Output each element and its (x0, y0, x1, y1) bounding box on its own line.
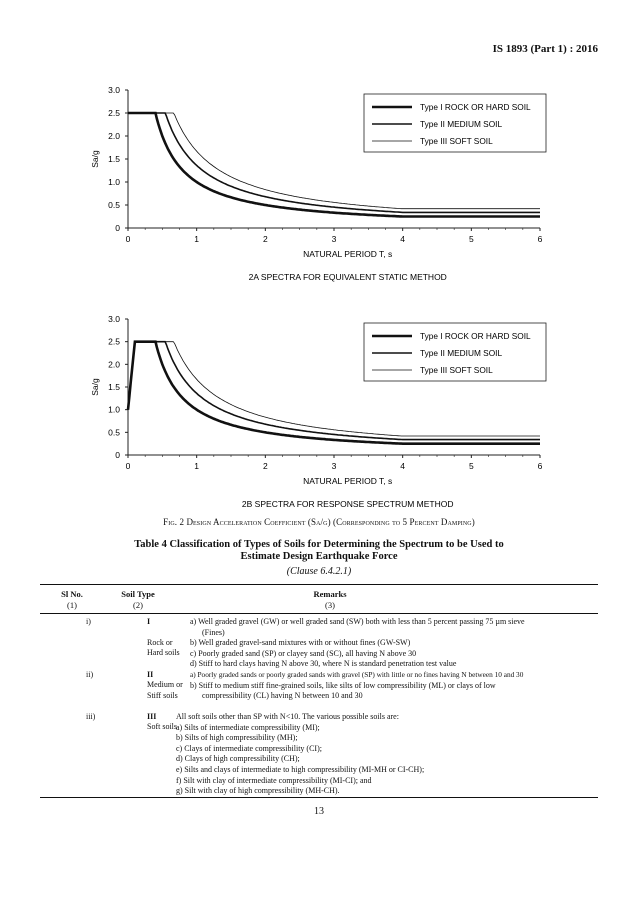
y-tick-label: 2.5 (108, 336, 120, 347)
sl-no-num: (1) (67, 600, 77, 610)
row3-remark-a: a) Silts of intermediate compressibility (MI); (176, 722, 320, 732)
x-tick-label: 4 (400, 461, 406, 471)
x-tick-label: 1 (194, 461, 200, 471)
x-tick-label: 3 (331, 461, 337, 471)
legend-label-1: Type I ROCK OR HARD SOIL (420, 102, 531, 112)
y-tick-label: 0.5 (108, 200, 120, 210)
standard-header: IS 1893 (Part 1) : 2016 (492, 43, 598, 55)
x-tick-label: 4 (400, 234, 406, 244)
row2-remark-b-cont: compressibility (CL) having N between 10 and 30 (202, 691, 363, 701)
table-title-line1: Table 4 Classification of Types of Soils for Determining the Spectrum to be Used to (134, 539, 504, 550)
row1-type: I (147, 617, 151, 626)
row1-remark-d: d) Stiff to hard clays having N above 30, where N is standard penetration test value (190, 659, 457, 669)
y-tick-label: 1.0 (108, 404, 120, 415)
y-tick-label: 1.0 (108, 177, 120, 187)
soil-type-label: Soil Type (121, 589, 155, 599)
row3-remark-e: e) Silts and clays of intermediate to high compressibility (MI-MH or CI-CH); (176, 764, 425, 774)
row2-sl-no: ii) (86, 670, 94, 679)
remarks-num: (3) (325, 600, 335, 610)
col-header-soil-type (108, 589, 168, 611)
legend-label-2: Type II MEDIUM SOIL (420, 348, 503, 358)
x-tick-label: 1 (194, 234, 200, 244)
y-tick-label: 0 (115, 223, 120, 233)
row1-type-line3: Hard soils (147, 648, 180, 657)
chart-title: 2B SPECTRA FOR RESPONSE SPECTRUM METHOD (241, 499, 454, 509)
row1-remark-c: c) Poorly graded sand (SP) or clayey sand (SC), all having N above 30 (190, 648, 417, 658)
row3-remark-c: c) Clays of intermediate compressibility (CI); (176, 743, 322, 753)
row2-type-line2: Medium or (147, 680, 183, 689)
row2-remark-b: b) Stiff to medium stiff fine-grained soils, like silts of low compressibility (ML) or clays of low (190, 680, 496, 690)
legend-label-1: Type I ROCK OR HARD SOIL (420, 331, 531, 341)
legend-label-2: Type II MEDIUM SOIL (420, 119, 503, 129)
row2-remark-a: a) Poorly graded sands or poorly graded sands with gravel (SP) with little or no fines having N between 10 and 30 (190, 670, 524, 679)
chart-2b (0, 300, 638, 515)
x-axis-label: NATURAL PERIOD T, s (303, 476, 393, 486)
row3-remark-b: b) Silts of high compressibility (MH); (176, 733, 298, 743)
row3-remark-g: g) Silt with clay of high compressibility (MH-CH). (176, 786, 340, 796)
table-clause: (Clause 6.4.2.1) (286, 566, 352, 577)
x-tick-label: 0 (125, 234, 131, 244)
row1-sl-no: i) (86, 617, 91, 626)
legend-label-3: Type III SOFT SOIL (420, 365, 493, 375)
x-tick-label: 6 (537, 234, 543, 244)
page-number: 13 (314, 806, 324, 817)
row3-remark-f: f) Silt with clay of intermediate compressibility (MI-CI); and (176, 775, 372, 785)
table-title-line2: Estimate Design Earthquake Force (240, 551, 398, 562)
x-tick-label: 3 (331, 234, 337, 244)
row2-type-line3: Stiff soils (147, 691, 178, 700)
y-tick-label: 1.5 (108, 154, 120, 164)
remarks-label: Remarks (313, 589, 347, 599)
chart-2a (0, 0, 638, 290)
row3-sl-no: iii) (86, 712, 96, 721)
y-tick-label: 3.0 (108, 314, 120, 324)
col-header-sl-no (44, 589, 100, 611)
y-tick-label: 0 (115, 450, 120, 460)
row3-type: III (147, 712, 157, 721)
y-axis-label: Sa/g (90, 378, 100, 396)
y-tick-label: 2.5 (108, 108, 120, 118)
x-tick-label: 5 (468, 461, 474, 471)
row1-type-line2: Rock or (147, 638, 173, 647)
y-tick-label: 2.0 (108, 359, 120, 370)
table-top-rule (40, 584, 598, 585)
y-tick-label: 3.0 (108, 85, 120, 95)
row3-intro: All soft soils other than SP with N<10. The various possible soils are: (176, 712, 399, 721)
chart-title: 2A SPECTRA FOR EQUIVALENT STATIC METHOD (248, 272, 447, 282)
row1-remark-a: a) Well graded gravel (GW) or well graded sand (SW) both with less than 5 percent passing 75 µm sieve (190, 617, 525, 626)
row2-type: II (147, 670, 154, 679)
figure-caption: Fig. 2 Design Acceleration Coefficient (Sa/g) (Corresponding to 5 Percent Damping) (163, 517, 475, 527)
soil-type-num: (2) (133, 600, 143, 610)
row3-remarks (176, 712, 596, 797)
x-tick-label: 5 (468, 234, 474, 244)
x-tick-label: 6 (537, 461, 543, 471)
y-tick-label: 0.5 (108, 427, 120, 438)
row1-remark-b: b) Well graded gravel-sand mixtures with or without fines (GW-SW) (190, 638, 411, 648)
col-header-remarks (180, 589, 480, 611)
row3-remark-d: d) Clays of high compressibility (CH); (176, 754, 300, 764)
y-axis-label: Sa/g (90, 150, 100, 168)
x-tick-label: 2 (262, 234, 268, 244)
x-tick-label: 2 (262, 461, 268, 471)
x-axis-label: NATURAL PERIOD T, s (303, 249, 393, 259)
y-tick-label: 1.5 (108, 382, 120, 392)
sl-no-label: Sl No. (61, 589, 83, 599)
row1-remark-a-cont: (Fines) (202, 627, 225, 637)
legend-label-3: Type III SOFT SOIL (420, 136, 493, 146)
x-tick-label: 0 (125, 461, 131, 471)
row3-type-line2: Soft soils (147, 722, 178, 731)
table-bottom-rule (40, 797, 598, 798)
table-header-rule (40, 613, 598, 614)
table-title (0, 539, 638, 563)
y-tick-label: 2.0 (108, 131, 120, 141)
row1-remarks (190, 617, 595, 670)
row2-remarks (190, 670, 595, 702)
